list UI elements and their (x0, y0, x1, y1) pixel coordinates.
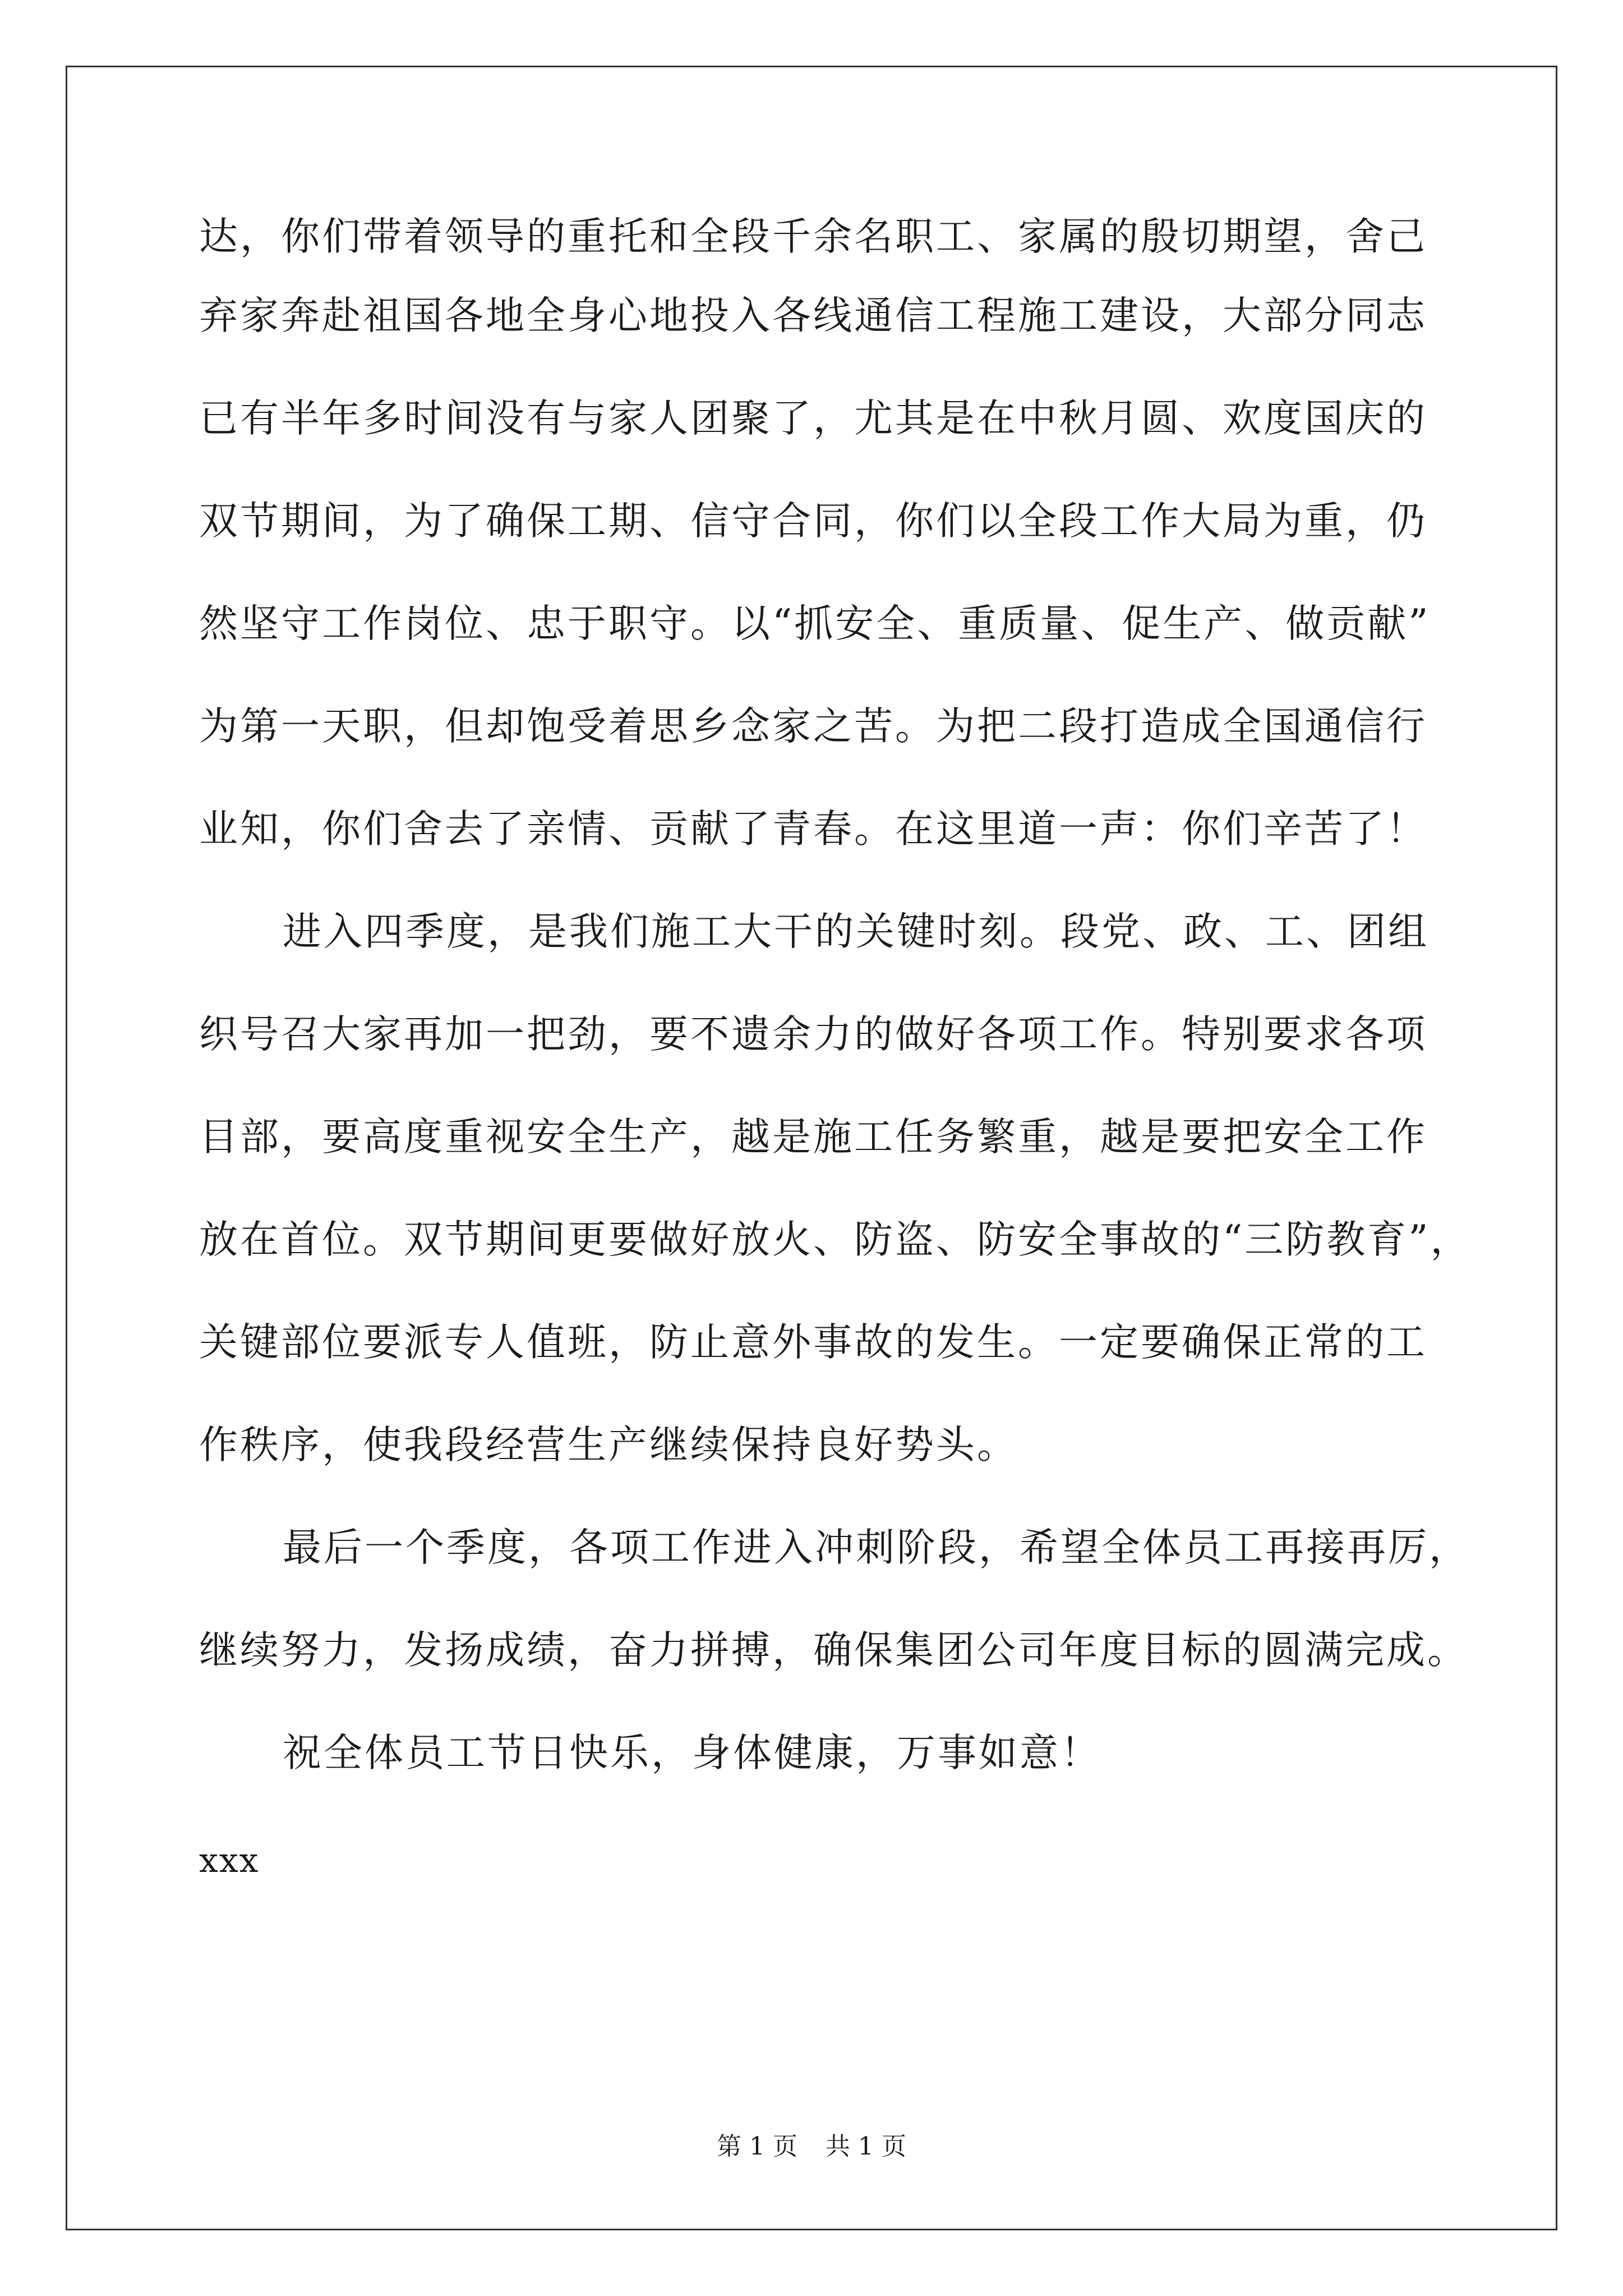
page-number: 第 1 页 (717, 2132, 797, 2161)
body-line: 放在首位。双节期间更要做好放火、防盗、防安全事故的“三防教育”， (199, 1217, 1472, 1262)
body-line: 弃家奔赴祖国各地全身心地投入各线通信工程施工建设，大部分同志 (199, 293, 1427, 338)
body-line: 双节期间，为了确保工期、信守合同，你们以全段工作大局为重，仍 (199, 499, 1427, 544)
body-line: 目部，要高度重视安全生产，越是施工任务繁重，越是要把安全工作 (199, 1115, 1427, 1159)
body-line: 为第一天职，但却饱受着思乡念家之苦。为把二段打造成全国通信行 (199, 704, 1427, 749)
body-line: 业知，你们舍去了亲情、贡献了青春。在这里道一声：你们辛苦了！ (199, 807, 1427, 852)
body-line: 进入四季度，是我们施工大干的关键时刻。段党、政、工、团组 (283, 909, 1429, 954)
body-line: 已有半年多时间没有与家人团聚了，尤其是在中秋月圆、欢度国庆的 (199, 396, 1427, 441)
body-line: 祝全体员工节日快乐，身体健康，万事如意！ (283, 1731, 1101, 1775)
document-body (199, 209, 1489, 1906)
page-total: 共 1 页 (826, 2132, 906, 2161)
page-footer (0, 2126, 1623, 2162)
body-line: 关键部位要派专人值班，防止意外事故的发生。一定要确保正常的工 (199, 1320, 1427, 1365)
body-line: 织号召大家再加一把劲，要不遗余力的做好各项工作。特别要求各项 (199, 1012, 1427, 1057)
signature: xxx (199, 1841, 260, 1880)
body-line: 作秩序，使我段经营生产继续保持良好势头。 (199, 1423, 1018, 1467)
body-line: 达，你们带着领导的重托和全段千余名职工、家属的殷切期望，舍己 (199, 214, 1427, 259)
body-line: 然坚守工作岗位、忠于职守。以“抓安全、重质量、促生产、做贡献” (199, 601, 1431, 646)
body-line: 继续努力，发扬成绩，奋力拼搏，确保集团公司年度目标的圆满完成。 (199, 1628, 1468, 1673)
body-line: 最后一个季度，各项工作进入冲刺阶段，希望全体员工再接再厉， (283, 1525, 1470, 1570)
